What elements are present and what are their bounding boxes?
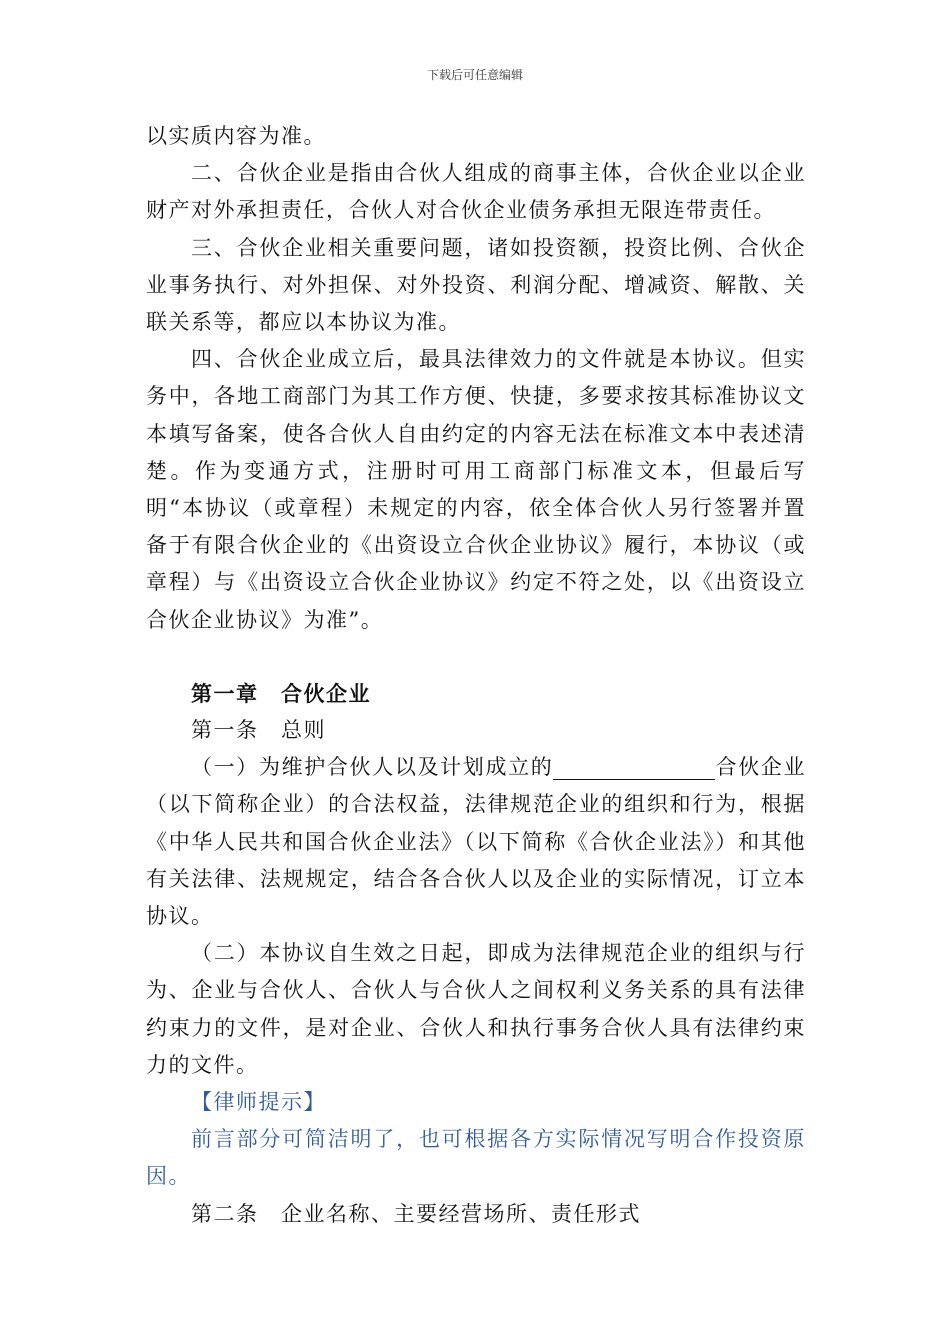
article-heading-1: 第一条 总则 <box>191 718 326 743</box>
enterprise-name-blank <box>553 757 715 780</box>
page-header: 下载后可任意编辑 <box>426 68 523 82</box>
document-body <box>146 118 806 1233</box>
paragraph-continuation: 以实质内容为准。 <box>146 124 326 148</box>
article-1-clause-1 <box>146 749 806 935</box>
paragraph-point-2: 二、合伙企业是指由合伙人组成的商事主体，合伙企业以企业财产对外承担责任，合伙人对合伙企业债务承担无限连带责任。 <box>146 161 806 223</box>
article-heading-2: 第二条 企业名称、主要经营场所、责任形式 <box>191 1201 641 1226</box>
article-1-clause-2: （二）本协议自生效之日起，即成为法律规范企业的组织与行为、企业与合伙人、合伙人与合伙人之间权利义务关系的具有法律约束力的文件，是对企业、合伙人和执行事务合伙人具有法律约束力的文件。 <box>146 941 806 1077</box>
paragraph-point-3: 三、合伙企业相关重要问题，诸如投资额，投资比例、合伙企业事务执行、对外担保、对外投资、利润分配、增减资、解散、关联关系等，都应以本协议为准。 <box>146 235 806 335</box>
clause-1-text-before: （一）为维护合伙人以及计划成立的 <box>191 755 554 780</box>
lawyer-tip-title: 【律师提示】 <box>191 1090 326 1115</box>
lawyer-tip-body: 前言部分可简洁明了，也可根据各方实际情况写明合作投资原因。 <box>146 1127 806 1189</box>
section-spacer <box>146 639 806 675</box>
chapter-heading: 第一章 合伙企业 <box>191 680 371 706</box>
paragraph-point-4: 四、合伙企业成立后，最具法律效力的文件就是本协议。但实务中，各地工商部门为其工作方便、快捷，多要求按其标准协议文本填写备案，使各合伙人自由约定的内容无法在标准文本中表述清楚。作为变通方式，注册时可用工商部门标准文本，但最后写明“本协议（或章程）未规定的内容，依全体合伙人另行签署并置备于有限合伙企业的《出资设立合伙企业协议》履行，本协议（或章程）与《出资设立合伙企业协议》约定不符之处，以《出资设立合伙企业协议》为准”。 <box>146 347 806 632</box>
clause-1-text-after: 合伙企业（以下简称企业）的合法权益，法律规范企业的组织和行为，根据《中华人民共和国合伙企业法》（以下简称《合伙企业法》）和其他有关法律、法规规定，结合各合伙人以及企业的实际情况，订立本协议。 <box>146 755 807 929</box>
